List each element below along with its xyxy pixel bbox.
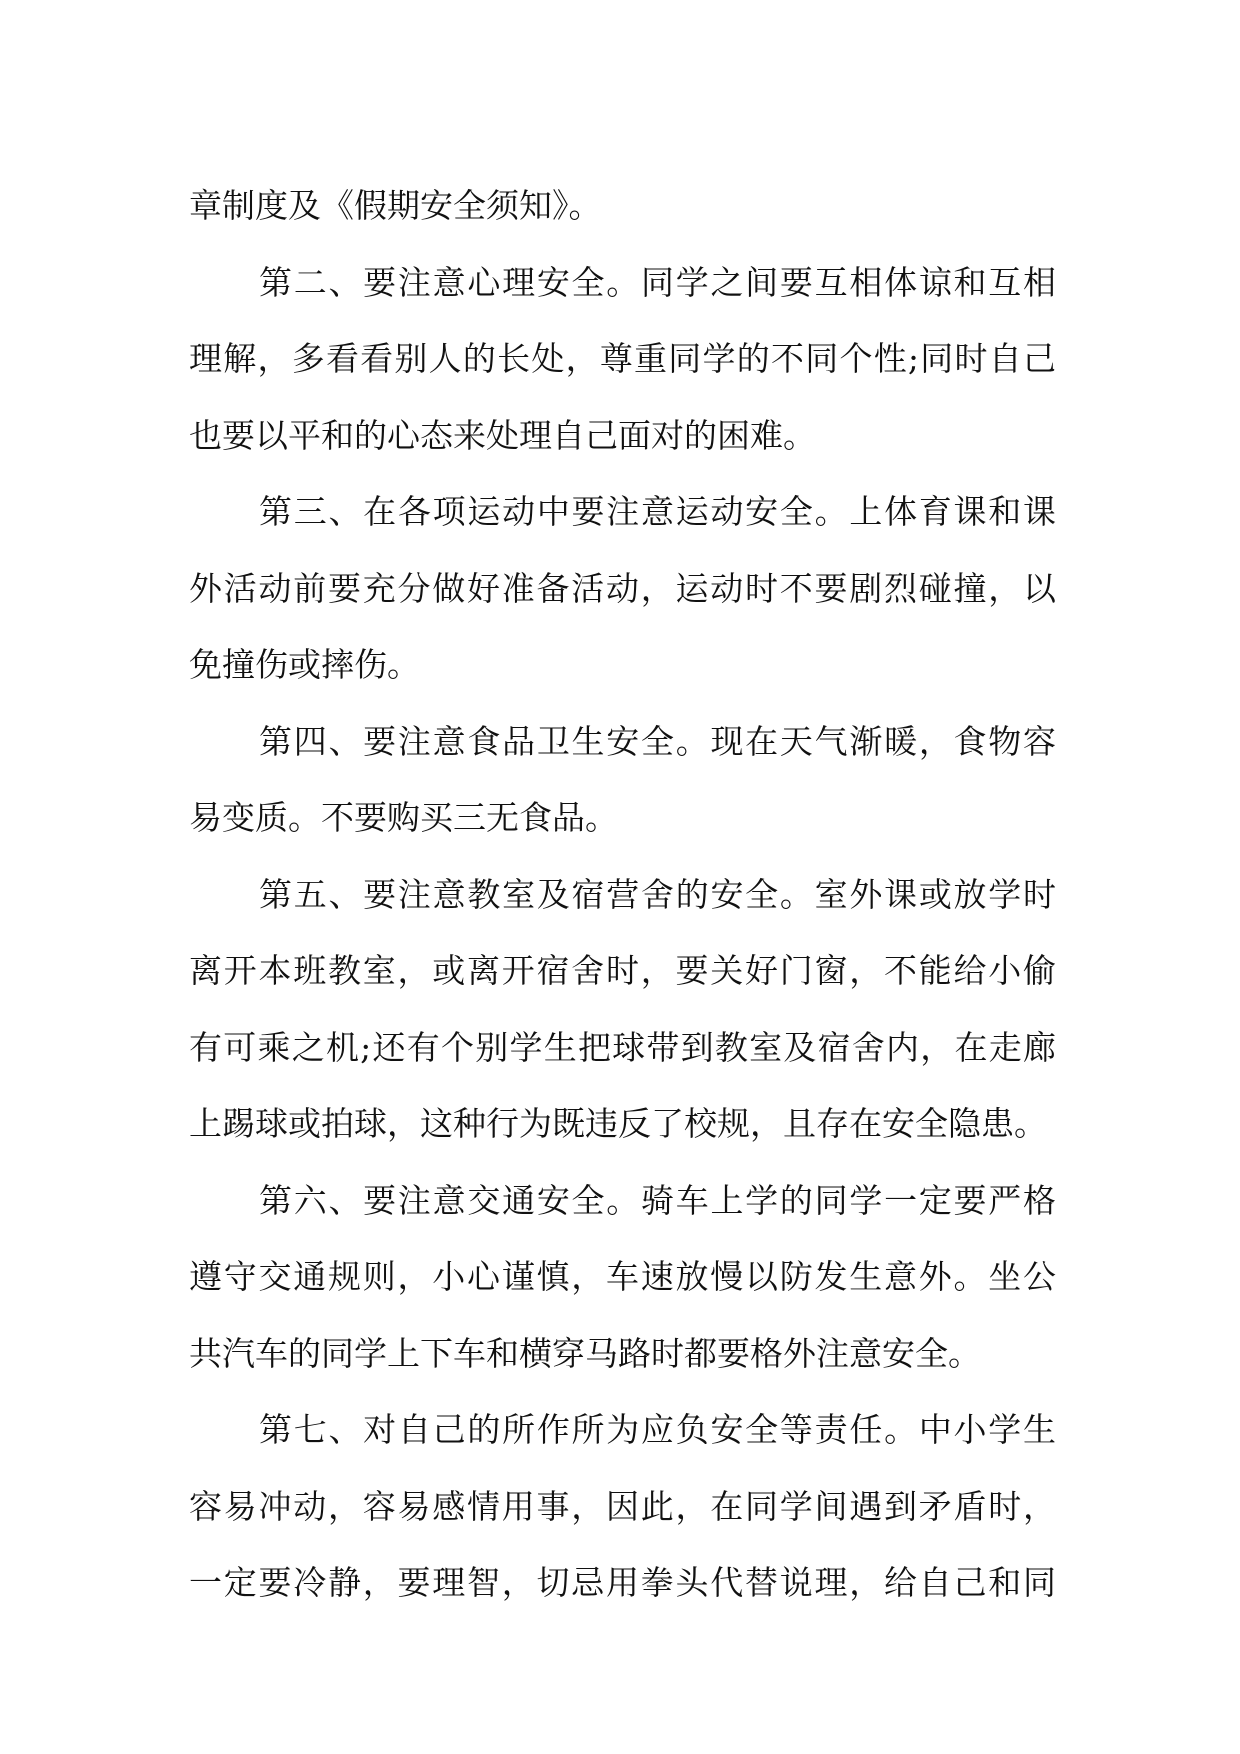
text-line: 上踢球或拍球，这种行为既违反了校规，且存在安全隐患。 [189, 1104, 1047, 1143]
text-line: 有可乘之机;还有个别学生把球带到教室及宿舍内，在走廊 [189, 1027, 1056, 1067]
text-line: 第六、要注意交通安全。骑车上学的同学一定要严格 [259, 1180, 1056, 1220]
text-line: 外活动前要充分做好准备活动，运动时不要剧烈碰撞，以 [189, 568, 1056, 608]
text-line: 一定要冷静，要理智，切忌用拳头代替说理，给自己和同 [189, 1563, 1056, 1602]
text-line: 第二、要注意心理安全。同学之间要互相体谅和互相 [259, 262, 1056, 302]
text-line: 章制度及《假期安全须知》。 [189, 186, 602, 225]
text-line: 第五、要注意教室及宿营舍的安全。室外课或放学时 [259, 874, 1056, 914]
text-line: 理解，多看看别人的长处，尊重同学的不同个性;同时自己 [189, 339, 1056, 378]
text-line: 也要以平和的心态来处理自己面对的困难。 [189, 415, 816, 455]
document-body [189, 168, 1056, 1622]
text-line: 易变质。不要购买三无食品。 [189, 798, 618, 837]
text-line: 容易冲动，容易感情用事，因此，在同学间遇到矛盾时， [189, 1486, 1056, 1526]
text-line: 第四、要注意食品卫生安全。现在天气渐暖，食物容 [259, 721, 1056, 761]
text-line: 离开本班教室，或离开宿舍时，要关好门窗，不能给小偷 [189, 951, 1056, 990]
text-line: 遵守交通规则，小心谨慎，车速放慢以防发生意外。坐公 [189, 1257, 1056, 1296]
text-line: 免撞伤或摔伤。 [189, 645, 420, 684]
text-line: 共汽车的同学上下车和横穿马路时都要格外注意安全。 [189, 1333, 981, 1373]
text-line: 第七、对自己的所作所为应负安全等责任。中小学生 [259, 1410, 1056, 1449]
text-line: 第三、在各项运动中要注意运动安全。上体育课和课 [259, 492, 1056, 531]
